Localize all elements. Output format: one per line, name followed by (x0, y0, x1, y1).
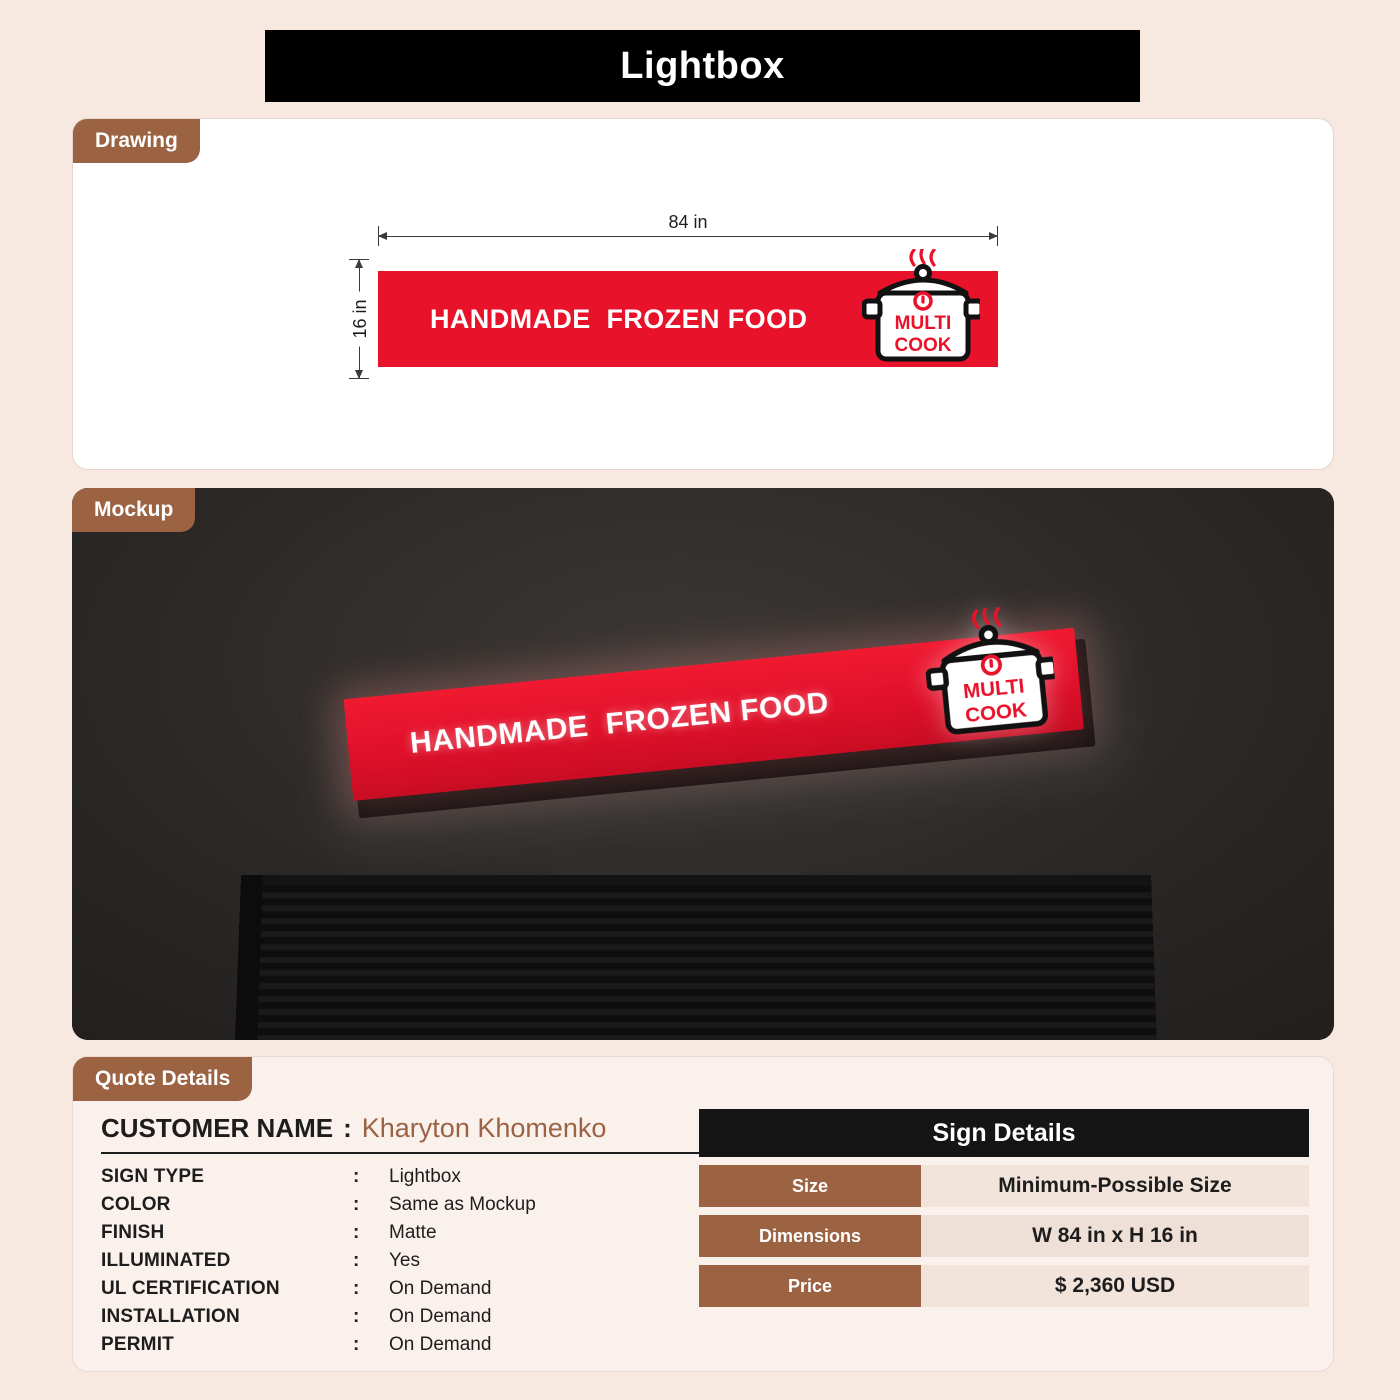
spec-colon: : (353, 1222, 360, 1243)
logo-line2: COOK (964, 698, 1028, 728)
spec-key: COLOR (101, 1194, 171, 1215)
spec-value: On Demand (389, 1334, 492, 1355)
customer-name-colon: : (343, 1113, 352, 1143)
multicook-logo (862, 249, 980, 375)
spec-table (101, 1163, 701, 1359)
spec-colon: : (353, 1278, 360, 1299)
customer-name-value: Kharyton Khomenko (361, 1113, 607, 1143)
logo-line1: MULTI (962, 674, 1026, 704)
spec-key: SIGN TYPE (101, 1166, 205, 1187)
customer-name-label: CUSTOMER NAME (101, 1113, 334, 1143)
spec-value: Same as Mockup (389, 1194, 536, 1215)
table-row (699, 1215, 1309, 1257)
width-tick-right (997, 226, 998, 246)
quote-details-label: Quote Details (73, 1057, 252, 1101)
table-row (699, 1265, 1309, 1307)
logo-line1: MULTI (894, 313, 952, 334)
spec-key: FINISH (101, 1222, 165, 1243)
spec-key: ILLUMINATED (101, 1250, 231, 1271)
table-row (101, 1219, 701, 1247)
table-row (101, 1163, 701, 1191)
drawing-section (72, 118, 1334, 470)
spec-value: On Demand (389, 1278, 492, 1299)
sign-details-value: W 84 in x H 16 in (921, 1215, 1309, 1257)
sign-details-key: Dimensions (699, 1215, 921, 1257)
quote-details-section (72, 1056, 1334, 1372)
table-row (101, 1303, 701, 1331)
spec-key: INSTALLATION (101, 1306, 240, 1327)
spec-value: Matte (389, 1222, 437, 1243)
height-tick-bottom (349, 378, 369, 379)
page-title: Lightbox (620, 44, 785, 87)
width-dimension-line (378, 236, 998, 237)
page-title-bar (265, 30, 1140, 102)
spec-key: UL CERTIFICATION (101, 1278, 280, 1299)
table-row (101, 1247, 701, 1275)
spec-value: Yes (389, 1250, 420, 1271)
table-row (101, 1275, 701, 1303)
sign-details-value: $ 2,360 USD (921, 1265, 1309, 1307)
sign-details-header: Sign Details (699, 1109, 1309, 1157)
height-dimension (349, 259, 369, 379)
multicook-logo-icon (920, 602, 1061, 752)
table-row (101, 1331, 701, 1359)
spec-value: Lightbox (389, 1166, 461, 1187)
customer-name-row (101, 1113, 701, 1154)
spec-colon: : (353, 1306, 360, 1327)
mockup-section (72, 488, 1334, 1040)
table-row (101, 1191, 701, 1219)
spec-colon: : (353, 1194, 360, 1215)
sign-details-value: Minimum-Possible Size (921, 1165, 1309, 1207)
logo-line2: COOK (894, 335, 952, 356)
sign-text: HANDMADE FROZEN FOOD (430, 303, 808, 334)
multicook-logo-icon (862, 249, 980, 375)
spec-key: PERMIT (101, 1334, 174, 1355)
sign-artwork (378, 271, 998, 367)
table-row (699, 1165, 1309, 1207)
width-dimension-label: 84 in (658, 212, 717, 233)
drawing-section-label: Drawing (73, 119, 200, 163)
mockup-sign-text: HANDMADE FROZEN FOOD (408, 686, 831, 760)
spec-colon: : (353, 1334, 360, 1355)
width-tick-left (378, 226, 379, 246)
spec-colon: : (353, 1166, 360, 1187)
mockup-multicook-logo (920, 602, 1061, 752)
mockup-storefront-shutter (251, 875, 1157, 1040)
spec-value: On Demand (389, 1306, 492, 1327)
height-tick-top (349, 259, 369, 260)
sign-details-key: Size (699, 1165, 921, 1207)
sign-details-panel (699, 1109, 1309, 1307)
height-dimension-label: 16 in (350, 291, 371, 346)
width-dimension (378, 212, 998, 246)
spec-colon: : (353, 1250, 360, 1271)
mockup-section-label: Mockup (72, 488, 195, 532)
sign-details-key: Price (699, 1265, 921, 1307)
drawing-canvas (73, 119, 1333, 469)
